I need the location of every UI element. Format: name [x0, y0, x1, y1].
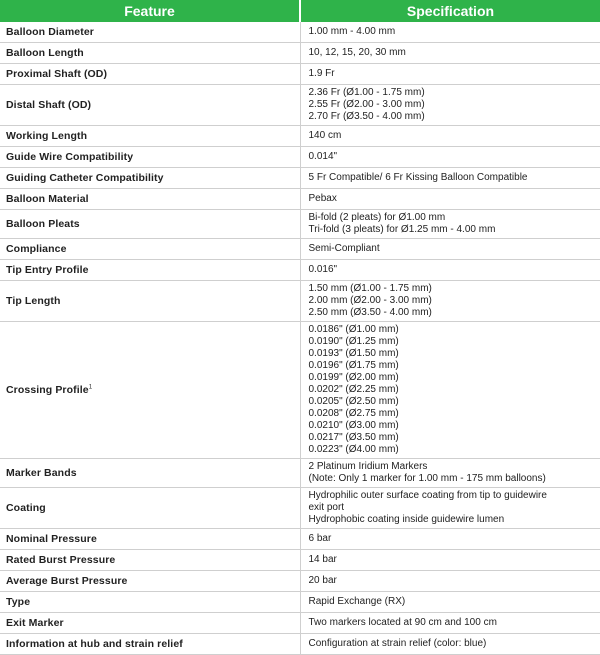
feature-cell	[0, 322, 300, 459]
table-row	[0, 634, 600, 655]
specification-line: 14 bar	[308, 554, 337, 565]
specification-line: Rapid Exchange (RX)	[308, 596, 406, 607]
feature-label: Working Length	[6, 130, 88, 142]
feature-cell	[0, 126, 300, 147]
table-row	[0, 260, 600, 281]
feature-cell	[0, 22, 300, 43]
table-row	[0, 64, 600, 85]
feature-label: Balloon Pleats	[6, 218, 80, 230]
specification-line: 10, 12, 15, 20, 30 mm	[308, 47, 406, 58]
feature-label: Guide Wire Compatibility	[6, 151, 134, 163]
specification-line: 0.0205" (Ø2.50 mm)	[308, 396, 399, 407]
specification-line: 20 bar	[308, 575, 337, 586]
specification-line: 2.36 Fr (Ø1.00 - 1.75 mm)	[308, 87, 425, 98]
feature-cell	[0, 281, 300, 322]
feature-cell	[0, 592, 300, 613]
feature-cell	[0, 488, 300, 529]
feature-cell	[0, 529, 300, 550]
specification-cell	[300, 168, 600, 189]
table-row	[0, 43, 600, 64]
feature-label: Type	[6, 596, 31, 608]
feature-cell	[0, 239, 300, 260]
feature-column-header: Feature	[0, 0, 300, 22]
feature-label: Proximal Shaft (OD)	[6, 68, 108, 80]
specification-cell	[300, 281, 600, 322]
specification-line: 0.014"	[308, 151, 338, 162]
specification-cell	[300, 210, 600, 239]
feature-label: Exit Marker	[6, 617, 64, 629]
table-row	[0, 281, 600, 322]
feature-cell	[0, 189, 300, 210]
specification-line: 1.9 Fr	[308, 68, 335, 79]
table-row	[0, 168, 600, 189]
feature-label: Marker Bands	[6, 467, 77, 479]
specification-line: 2 Platinum Iridium Markers	[308, 461, 428, 472]
feature-cell	[0, 64, 300, 85]
table-body	[0, 22, 600, 655]
feature-label: Crossing Profile	[6, 384, 89, 396]
table-row	[0, 22, 600, 43]
specification-cell	[300, 43, 600, 64]
feature-label: Coating	[6, 502, 46, 514]
feature-label: Balloon Material	[6, 193, 89, 205]
feature-label: Information at hub and strain relief	[6, 638, 183, 650]
specification-cell	[300, 85, 600, 126]
table-row	[0, 613, 600, 634]
table-row	[0, 239, 600, 260]
specification-line: Hydrophilic outer surface coating from tip to guidewire	[308, 490, 547, 501]
specification-line: 6 bar	[308, 533, 332, 544]
table-row	[0, 189, 600, 210]
feature-cell	[0, 613, 300, 634]
specification-line: 0.0223" (Ø4.00 mm)	[308, 444, 399, 455]
feature-label: Average Burst Pressure	[6, 575, 128, 587]
table-header-row	[0, 0, 600, 22]
specification-line: exit port	[308, 502, 345, 513]
table-row	[0, 210, 600, 239]
feature-label: Tip Length	[6, 295, 61, 307]
table-row	[0, 459, 600, 488]
specification-line: Tri-fold (3 pleats) for Ø1.25 mm - 4.00 mm	[308, 224, 496, 235]
specification-line: 1.50 mm (Ø1.00 - 1.75 mm)	[308, 283, 432, 294]
feature-label: Balloon Length	[6, 47, 84, 59]
feature-cell	[0, 210, 300, 239]
feature-label: Distal Shaft (OD)	[6, 99, 92, 111]
specification-line: 0.0217" (Ø3.50 mm)	[308, 432, 399, 443]
specification-line: 0.0186" (Ø1.00 mm)	[308, 324, 399, 335]
feature-cell	[0, 43, 300, 64]
specification-line: Two markers located at 90 cm and 100 cm	[308, 617, 497, 628]
specification-line: 0.0202" (Ø2.25 mm)	[308, 384, 399, 395]
specification-cell	[300, 322, 600, 459]
feature-label: Balloon Diameter	[6, 26, 94, 38]
table-row	[0, 322, 600, 459]
feature-label: Nominal Pressure	[6, 533, 97, 545]
specification-line: Bi-fold (2 pleats) for Ø1.00 mm	[308, 212, 446, 223]
table-row	[0, 488, 600, 529]
specification-line: 5 Fr Compatible/ 6 Fr Kissing Balloon Compatible	[308, 172, 528, 183]
specification-cell	[300, 634, 600, 655]
feature-label: Tip Entry Profile	[6, 264, 89, 276]
feature-cell	[0, 634, 300, 655]
specification-line: Pebax	[308, 193, 337, 204]
feature-label: Compliance	[6, 243, 67, 255]
table-row	[0, 126, 600, 147]
specification-cell	[300, 488, 600, 529]
specification-line: 1.00 mm - 4.00 mm	[308, 26, 396, 37]
specification-cell	[300, 260, 600, 281]
specification-line: 2.00 mm (Ø2.00 - 3.00 mm)	[308, 295, 432, 306]
specification-cell	[300, 550, 600, 571]
specification-cell	[300, 22, 600, 43]
specification-cell	[300, 529, 600, 550]
specification-line: 0.0190" (Ø1.25 mm)	[308, 336, 399, 347]
specification-cell	[300, 126, 600, 147]
specification-line: (Note: Only 1 marker for 1.00 mm - 175 mm balloons)	[308, 473, 546, 484]
feature-cell	[0, 550, 300, 571]
specification-line: Semi-Compliant	[308, 243, 380, 254]
table-row	[0, 529, 600, 550]
footnote-marker: 1	[88, 384, 93, 391]
specification-line: 0.0208" (Ø2.75 mm)	[308, 408, 399, 419]
feature-label: Guiding Catheter Compatibility	[6, 172, 164, 184]
specification-cell	[300, 571, 600, 592]
table-row	[0, 147, 600, 168]
specification-cell	[300, 239, 600, 260]
feature-cell	[0, 459, 300, 488]
feature-cell	[0, 260, 300, 281]
specification-line: 0.0210" (Ø3.00 mm)	[308, 420, 399, 431]
feature-cell	[0, 571, 300, 592]
table-row	[0, 550, 600, 571]
feature-cell	[0, 147, 300, 168]
feature-cell	[0, 168, 300, 189]
table-row	[0, 571, 600, 592]
specification-line: Hydrophobic coating inside guidewire lumen	[308, 514, 505, 525]
specification-cell	[300, 459, 600, 488]
specification-cell	[300, 592, 600, 613]
feature-cell	[0, 85, 300, 126]
table-row	[0, 592, 600, 613]
specification-line: 140 cm	[308, 130, 342, 141]
table-row	[0, 85, 600, 126]
specification-line: 0.016"	[308, 264, 338, 275]
specification-line: 2.50 mm (Ø3.50 - 4.00 mm)	[308, 307, 432, 318]
specification-cell	[300, 189, 600, 210]
specification-line: 0.0193" (Ø1.50 mm)	[308, 348, 399, 359]
specification-column-header: Specification	[300, 0, 600, 22]
specification-line: 2.70 Fr (Ø3.50 - 4.00 mm)	[308, 111, 425, 122]
specification-cell	[300, 147, 600, 168]
specification-cell	[300, 613, 600, 634]
specification-line: Configuration at strain relief (color: blue)	[308, 638, 487, 649]
specification-line: 0.0199" (Ø2.00 mm)	[308, 372, 399, 383]
specification-line: 0.0196" (Ø1.75 mm)	[308, 360, 399, 371]
feature-label: Rated Burst Pressure	[6, 554, 116, 566]
specification-cell	[300, 64, 600, 85]
specification-line: 2.55 Fr (Ø2.00 - 3.00 mm)	[308, 99, 425, 110]
